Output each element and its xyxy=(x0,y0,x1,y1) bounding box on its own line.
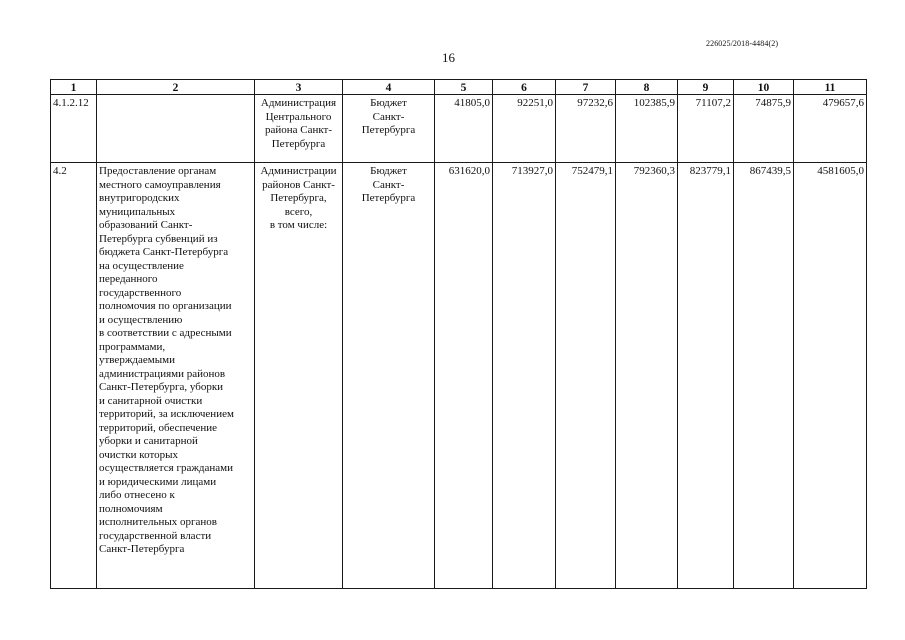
header-col-6: 6 xyxy=(493,80,556,95)
table-row xyxy=(51,95,867,163)
document-id: 226025/2018-4484(2) xyxy=(706,39,779,48)
row-value-col-8: 102385,9 xyxy=(616,95,678,163)
row-value-col-11: 4581605,0 xyxy=(794,163,867,589)
row-value-col-10: 74875,9 xyxy=(734,95,794,163)
header-col-8: 8 xyxy=(616,80,678,95)
row-value-col-6: 92251,0 xyxy=(493,95,556,163)
row-description: Предоставление органам местного самоуправления внутригородских муниципальных образований Санкт- Петербурга субвенций из бюджета Санкт-Петербурга на осуществление переданного государственного полномочия по организации и осуществлению в соответствии с адресными программами, утверждаемыми администрациями районов Санкт-Петербурга, уборки и санитарной очистки территорий, за исключением территорий, обеспечение уборки и санитарной очистки которых осуществляется гражданами и юридическими лицами либо отнесено к полномочиям исполнительных органов государственной власти Санкт-Петербурга xyxy=(97,163,255,589)
row-code: 4.2 xyxy=(51,163,97,589)
row-code: 4.1.2.12 xyxy=(51,95,97,163)
row-value-col-7: 752479,1 xyxy=(556,163,616,589)
budget-table xyxy=(50,79,867,589)
row-value-col-6: 713927,0 xyxy=(493,163,556,589)
row-value-col-7: 97232,6 xyxy=(556,95,616,163)
row-description xyxy=(97,95,255,163)
header-col-4: 4 xyxy=(343,80,435,95)
header-col-5: 5 xyxy=(435,80,493,95)
header-col-3: 3 xyxy=(255,80,343,95)
row-executor: Администрации районов Санкт- Петербурга, всего, в том числе: xyxy=(255,163,343,589)
header-row xyxy=(51,80,867,95)
table-header xyxy=(51,80,867,95)
row-value-col-10: 867439,5 xyxy=(734,163,794,589)
row-value-col-9: 71107,2 xyxy=(678,95,734,163)
row-value-col-5: 631620,0 xyxy=(435,163,493,589)
row-value-col-11: 479657,6 xyxy=(794,95,867,163)
header-col-11: 11 xyxy=(794,80,867,95)
row-value-col-8: 792360,3 xyxy=(616,163,678,589)
header-col-10: 10 xyxy=(734,80,794,95)
page-number: 16 xyxy=(442,50,455,65)
header-col-1: 1 xyxy=(51,80,97,95)
header-col-7: 7 xyxy=(556,80,616,95)
row-funding-source: Бюджет Санкт- Петербурга xyxy=(343,95,435,163)
header-col-2: 2 xyxy=(97,80,255,95)
row-funding-source: Бюджет Санкт- Петербурга xyxy=(343,163,435,589)
row-value-col-5: 41805,0 xyxy=(435,95,493,163)
header-col-9: 9 xyxy=(678,80,734,95)
row-executor: Администрация Центрального района Санкт- Петербурга xyxy=(255,95,343,163)
table-row xyxy=(51,163,867,589)
row-value-col-9: 823779,1 xyxy=(678,163,734,589)
